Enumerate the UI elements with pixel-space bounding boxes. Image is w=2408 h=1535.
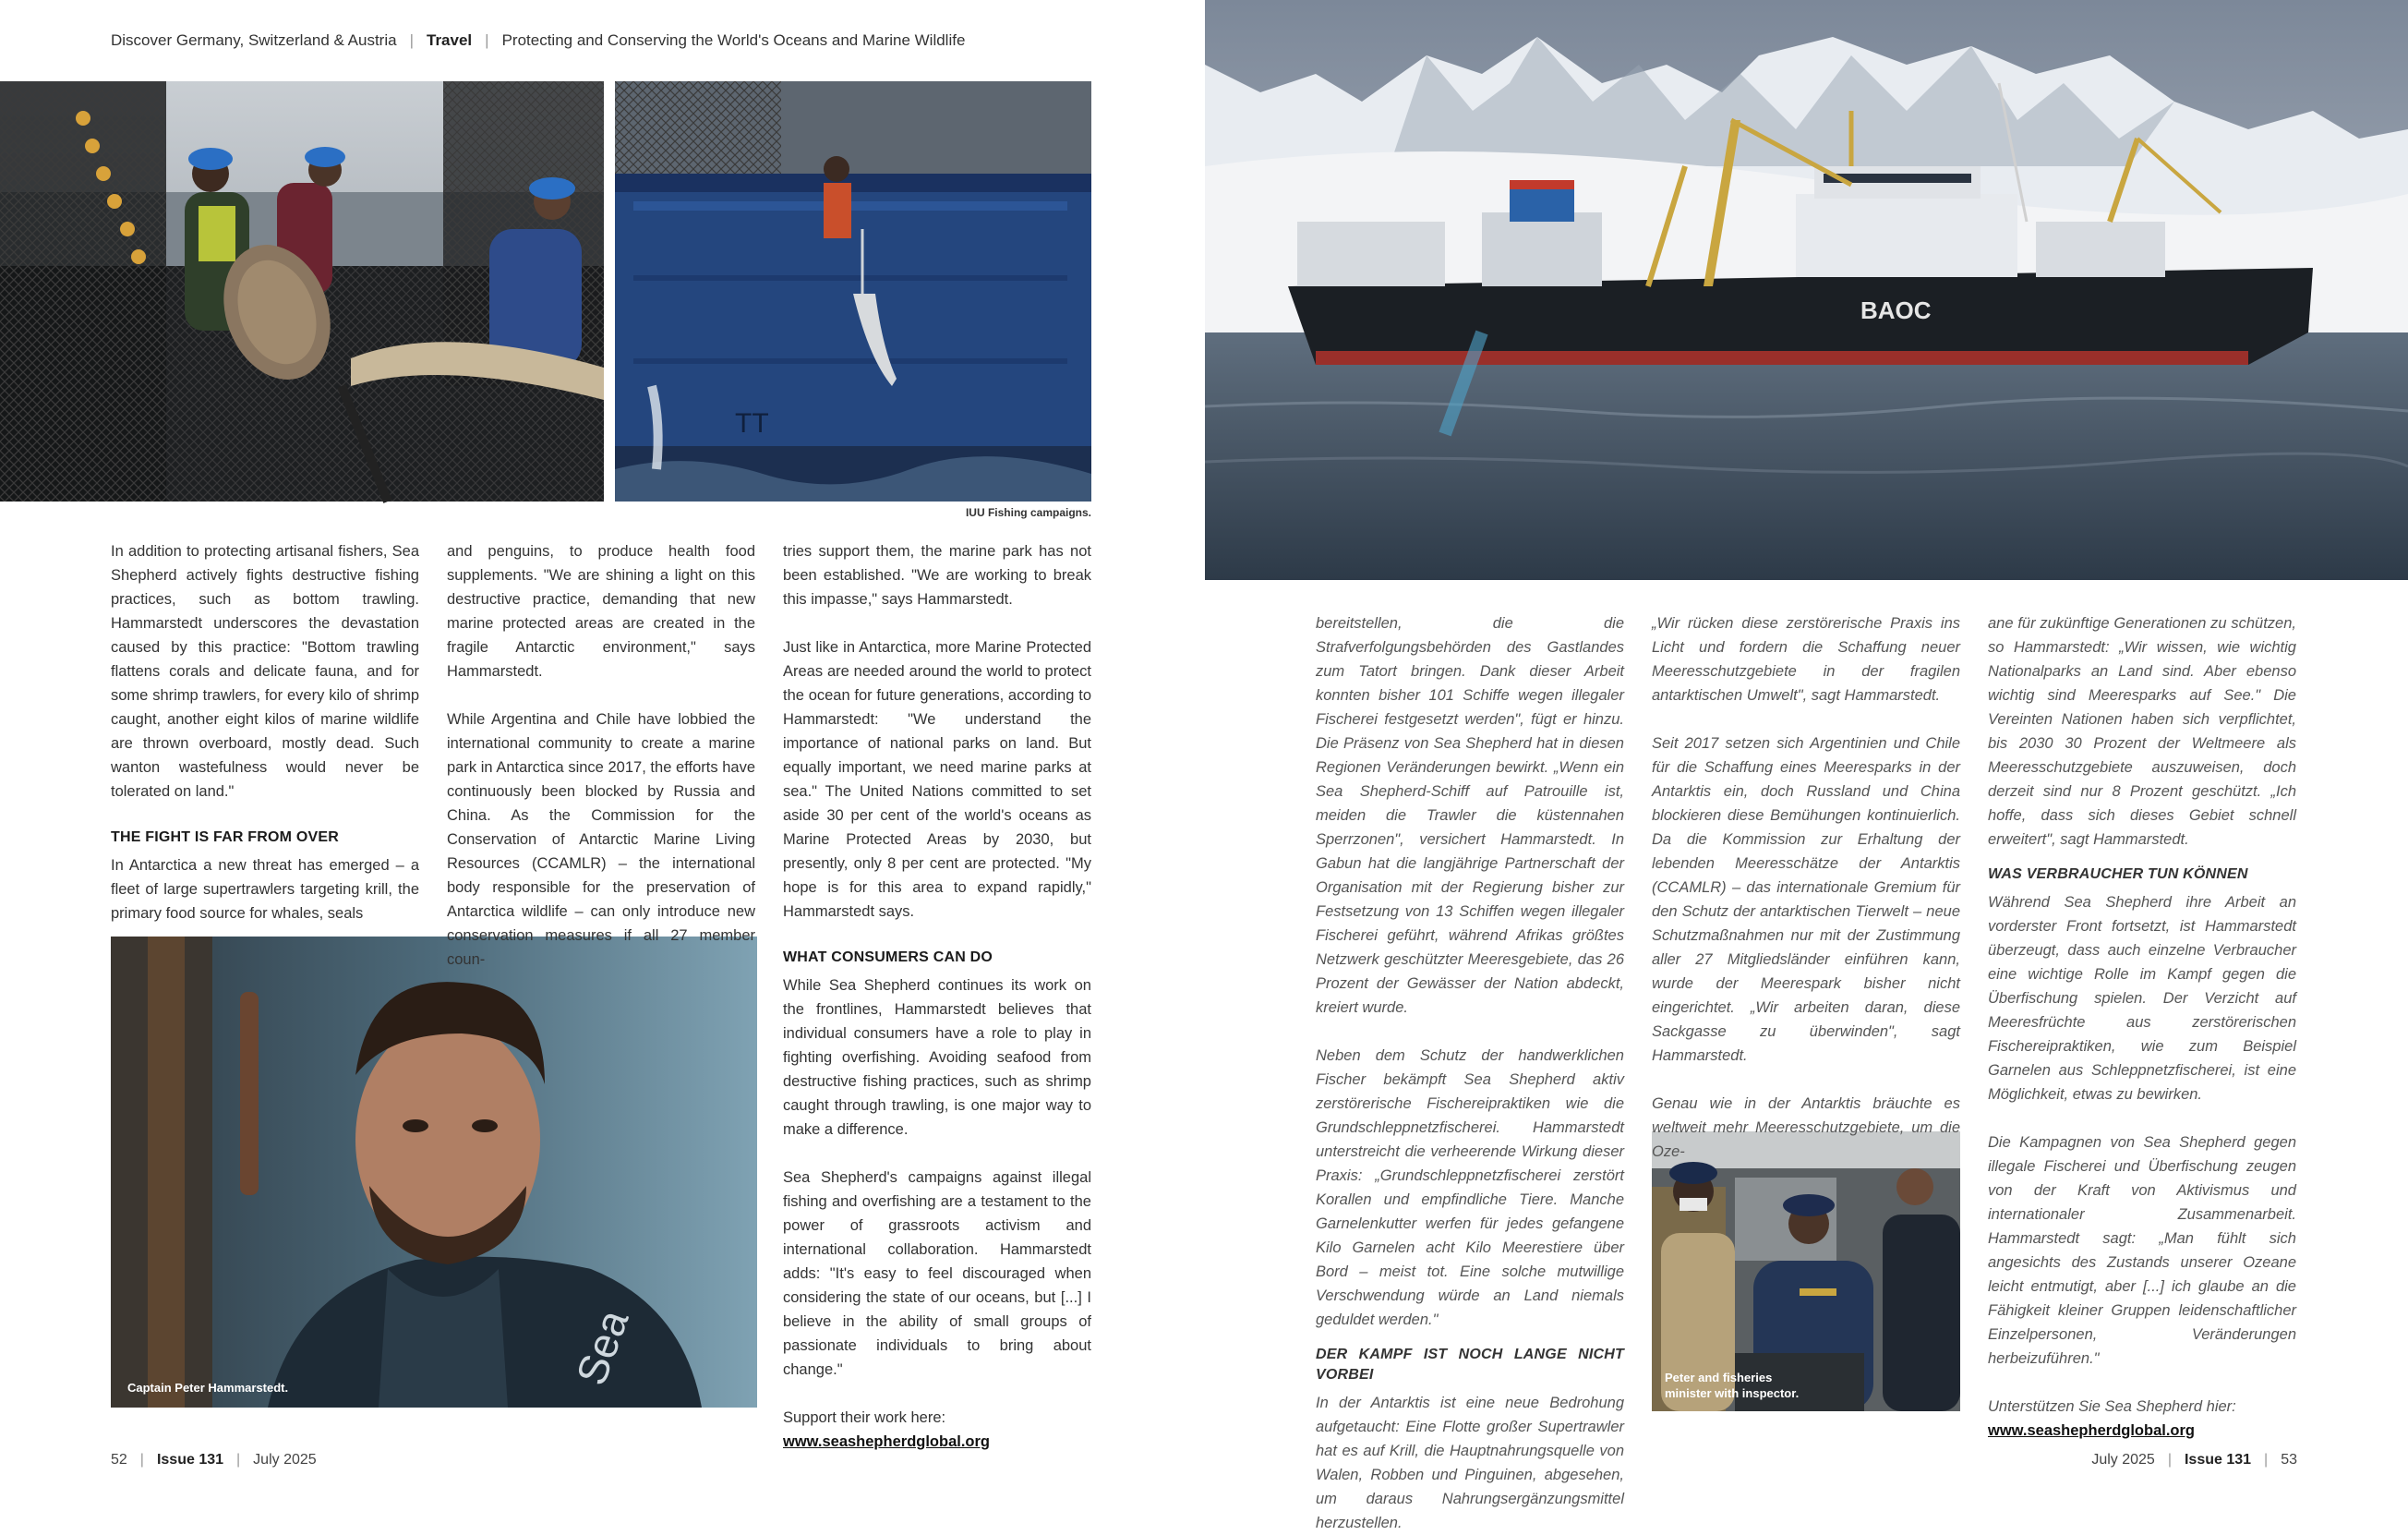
de-paragraph: ane für zukünftige Generationen zu schützen, so Hammarstedt: „Wir wissen, wie wichtig Nationalparks an Land sind. Aber ebenso wichtig sind Meeresparks auf See." Die Vereinten Nationen haben sich verpflichtet, bis 2030 30 Prozent der Weltmeere als Meeresschutzgebiete auszuweisen, doch derzeit sind nur 8 Prozent geschützt. „Ich hoffe, dass sich dieses Gebiet schnell erweitert", sagt Hammarstedt. — [1988, 615, 2296, 848]
en-column-2 — [447, 539, 755, 972]
de-paragraph: „Wir rücken diese zerstörerische Praxis ins Licht und fordern die Schaffung neuer Meeresschutzgebiete in der fragilen antarktischen Umwelt", sagt Hammarstedt. — [1652, 615, 1960, 704]
de-website-link[interactable]: www.seashepherdglobal.org — [1988, 1422, 2196, 1439]
svg-text:TT: TT — [735, 408, 769, 439]
de-support-text: Unterstützen Sie Sea Shepherd hier: — [1988, 1398, 2236, 1415]
de-paragraph: Neben dem Schutz der handwerklichen Fischer bekämpft Sea Shepherd aktiv zerstörerische Fischereipraktiken wie die Grundschleppnetzfischerei. Hammarstedt unterstreicht die verheerende Wirkung dieser Praxis: „Grundschleppnetzfischerei zerstört Korallen und empfindliche Tiere. Manche Garnelenkutter werfen für jedes gefangene Kilo Garnelen acht Kilo Meerestiere über Bord – meist tot. Eine solche mutwillige Verschwendung würde an Land niemals geduldet werden." — [1316, 1047, 1624, 1328]
svg-text:Sea: Sea — [566, 1303, 638, 1392]
publication-name: Discover Germany, Switzerland & Austria — [111, 31, 397, 49]
en-paragraph: Sea Shepherd's campaigns against illegal fishing and overfishing are a testament to the power of grassroots activism and international collaboration. Hammarstedt adds: "It's easy to feel discouraged when considering the state of our oceans, but [...] I believe in the ability of small groups of passionate individuals to bring about change." — [783, 1169, 1091, 1378]
en-paragraph: In addition to protecting artisanal fishers, Sea Shepherd actively fights destructive fishing practices, such as bottom trawling. Hammarstedt underscores the devastation caused by this practice: "Bottom trawling flattens corals and delicate fauna, and for some shrimp trawlers, for every kilo of shrimp caught, another eight kilos of marine wildlife are thrown overboard, mostly dead. Such wanton wastefulness would never be tolerated on land." — [111, 543, 419, 800]
page-number-left: 52 — [111, 1452, 127, 1468]
de-heading-kampf: DER KAMPF IST NOCH LANGE NICHT VORBEI — [1316, 1347, 1624, 1383]
en-heading-consumers: WHAT CONSUMERS CAN DO — [783, 949, 993, 965]
photo2-caption: IUU Fishing campaigns. — [965, 506, 1091, 519]
photo5-caption: Peter and fisheries minister with inspector. — [1665, 1371, 1800, 1401]
de-paragraph: Die Kampagnen von Sea Shepherd gegen illegale Fischerei und Überfischung zeugen von der Kraft von Aktivismus und internationaler Zusammenarbeit. Hammarstedt sagt: „Man fühlt sich angesichts des Zustands unserer Ozeane leicht entmutigt, aber [...] ich glaube an die Fähigkeit kleiner Gruppen leidenschaftlicher Einzelpersonen, Veränderungen herbeizuführen." — [1988, 1134, 2296, 1367]
en-website-link[interactable]: www.seashepherdglobal.org — [783, 1433, 991, 1450]
svg-text:BAOC: BAOC — [1860, 296, 1932, 324]
de-column-2 — [1652, 611, 1960, 1164]
article-title: Protecting and Conserving the World's Oceans and Marine Wildlife — [501, 31, 966, 49]
en-paragraph: Just like in Antarctica, more Marine Protected Areas are needed around the world to protect the ocean for future generations, according to Hammarstedt: "We understand the importance of national parks on land. But equally important, we need marine parks at sea." The United Nations committed to set aside 30 per cent of the world's oceans as Marine Protected Areas by 2030, but presently, only 8 per cent are protected. "My hope is for this area to expand rapidly," Hammarstedt says. — [783, 639, 1091, 920]
running-header: Discover Germany, Switzerland & Austria | Travel | Protecting and Conserving the World's Oceans and Marine Wildlife — [111, 31, 966, 49]
footer-left: 52 | Issue 131 | July 2025 — [111, 1452, 317, 1468]
date-left: July 2025 — [253, 1452, 317, 1468]
photo-turtle-net — [0, 81, 604, 502]
de-paragraph: Seit 2017 setzen sich Argentinien und Chile für die Schaffung eines Meeresparks in der Antarktis ein, doch Russland und China blockieren diese Bemühungen kontinuierlich. Da die Kommission zur Erhaltung der lebenden Meeresschätze der Antarktis (CCAMLR) – das internationale Gremium für den Schutz der antarktischen Tierwelt – neue Schutzmaßnahmen nur mit der Zustimmung aller 27 Mitgliedsländer einführen kann, wurde der Meerespark bisher nicht eingerichtet. „Wir arbeiten daran, diese Sackgasse zu überwinden", sagt Hammarstedt. — [1652, 735, 1960, 1064]
photo-shark-vessel — [615, 81, 1091, 502]
en-paragraph: While Sea Shepherd continues its work on the frontlines, Hammarstedt believes that individual consumers have a role to play in fighting overfishing. Avoiding seafood from destructive fishing practices, such as shrimp caught through trawling, is one major way to make a difference. — [783, 977, 1091, 1138]
de-column-3 — [1988, 611, 2296, 1443]
photo-inspection — [1652, 1131, 1960, 1411]
page-number-right: 53 — [2281, 1452, 2297, 1468]
de-paragraph: bereitstellen, die die Strafverfolgungsbehörden des Gastlandes zum Tatort bringen. Dank dieser Arbeit konnten bisher 101 Schiffe wegen illegaler Fischerei festgesetzt werden", fügt er hinzu. Die Präsenz von Sea Shepherd hat in diesen Regionen Veränderungen bewirkt. „Wenn ein Sea Shepherd-Schiff auf Patrouille ist, meiden die Trawler die küstennahen Sperrzonen", versichert Hammarstedt. In Gabun hat die langjährige Partnerschaft der Organisation mit der Regierung bisher zur Festsetzung von 13 Schiffen wegen illegaler Fischerei geführt, während Afrikas größtes Netzwerk geschützter Meeresgebiete, das 26 Prozent der Gewässer der Nation abdeckt, kreiert wurde. — [1316, 615, 1624, 1016]
de-paragraph: Während Sea Shepherd ihre Arbeit an vorderster Front fortsetzt, ist Hammarstedt überzeugt, dass auch einzelne Verbraucher eine wichtige Rolle im Kampf gegen die Überfischung spielen. Der Verzicht auf Meeresfrüchte aus zerstörerischen Fischereipraktiken, wie zum Beispiel Garnelen aus Schleppnetzfischerei, ist eine Möglichkeit, etwas zu bewirken. — [1988, 894, 2296, 1103]
de-paragraph: In der Antarktis ist eine neue Bedrohung aufgetaucht: Eine Flotte großer Supertrawler hat es auf Krill, die Hauptnahrungsquelle von Walen, Robben und Pinguinen, abgesehen, um daraus Nahrungsergänzungsmittel herzustellen. — [1316, 1395, 1624, 1531]
issue-label-left: Issue 131 — [156, 1452, 224, 1468]
en-paragraph: While Argentina and Chile have lobbied the international community to create a marine park in Antarctica since 2017, the efforts have continuously been blocked by Russia and China. As the Commission for the Conservation of Antarctic Marine Living Resources (CCAMLR) – the international body responsible for the preservation of Antarctica wildlife – can only introduce new conservation measures if all 27 member coun- — [447, 711, 755, 968]
date-right: July 2025 — [2091, 1452, 2155, 1468]
de-column-1 — [1316, 611, 1624, 1535]
photo-antarctic-trawler — [1205, 0, 2408, 580]
en-support-text: Support their work here: — [783, 1409, 946, 1426]
en-column-3 — [783, 539, 1091, 1454]
photo-captain-portrait — [111, 937, 757, 1408]
section-name: Travel — [427, 31, 473, 49]
en-column-1 — [111, 539, 419, 925]
footer-right: July 2025 | Issue 131 | 53 — [2091, 1452, 2297, 1468]
en-paragraph: In Antarctica a new threat has emerged – a fleet of large supertrawlers targeting krill, the primary food source for whales, seals — [111, 857, 419, 922]
photo3-caption: Captain Peter Hammarstedt. — [127, 1381, 289, 1396]
en-paragraph: tries support them, the marine park has not been established. "We are working to break this impasse," says Hammarstedt. — [783, 543, 1091, 608]
en-paragraph: and penguins, to produce health food supplements. "We are shining a light on this destructive practice, demanding that new marine protected areas are created in the fragile Antarctic environment," says Hammarstedt. — [447, 543, 755, 680]
en-heading-fight: THE FIGHT IS FAR FROM OVER — [111, 829, 339, 845]
de-heading-verbraucher: WAS VERBRAUCHER TUN KÖNNEN — [1988, 866, 2248, 882]
issue-label-right: Issue 131 — [2184, 1452, 2252, 1468]
de-paragraph: Genau wie in der Antarktis bräuchte es weltweit mehr Meeresschutzgebiete, um die Oze- — [1652, 1095, 1960, 1160]
